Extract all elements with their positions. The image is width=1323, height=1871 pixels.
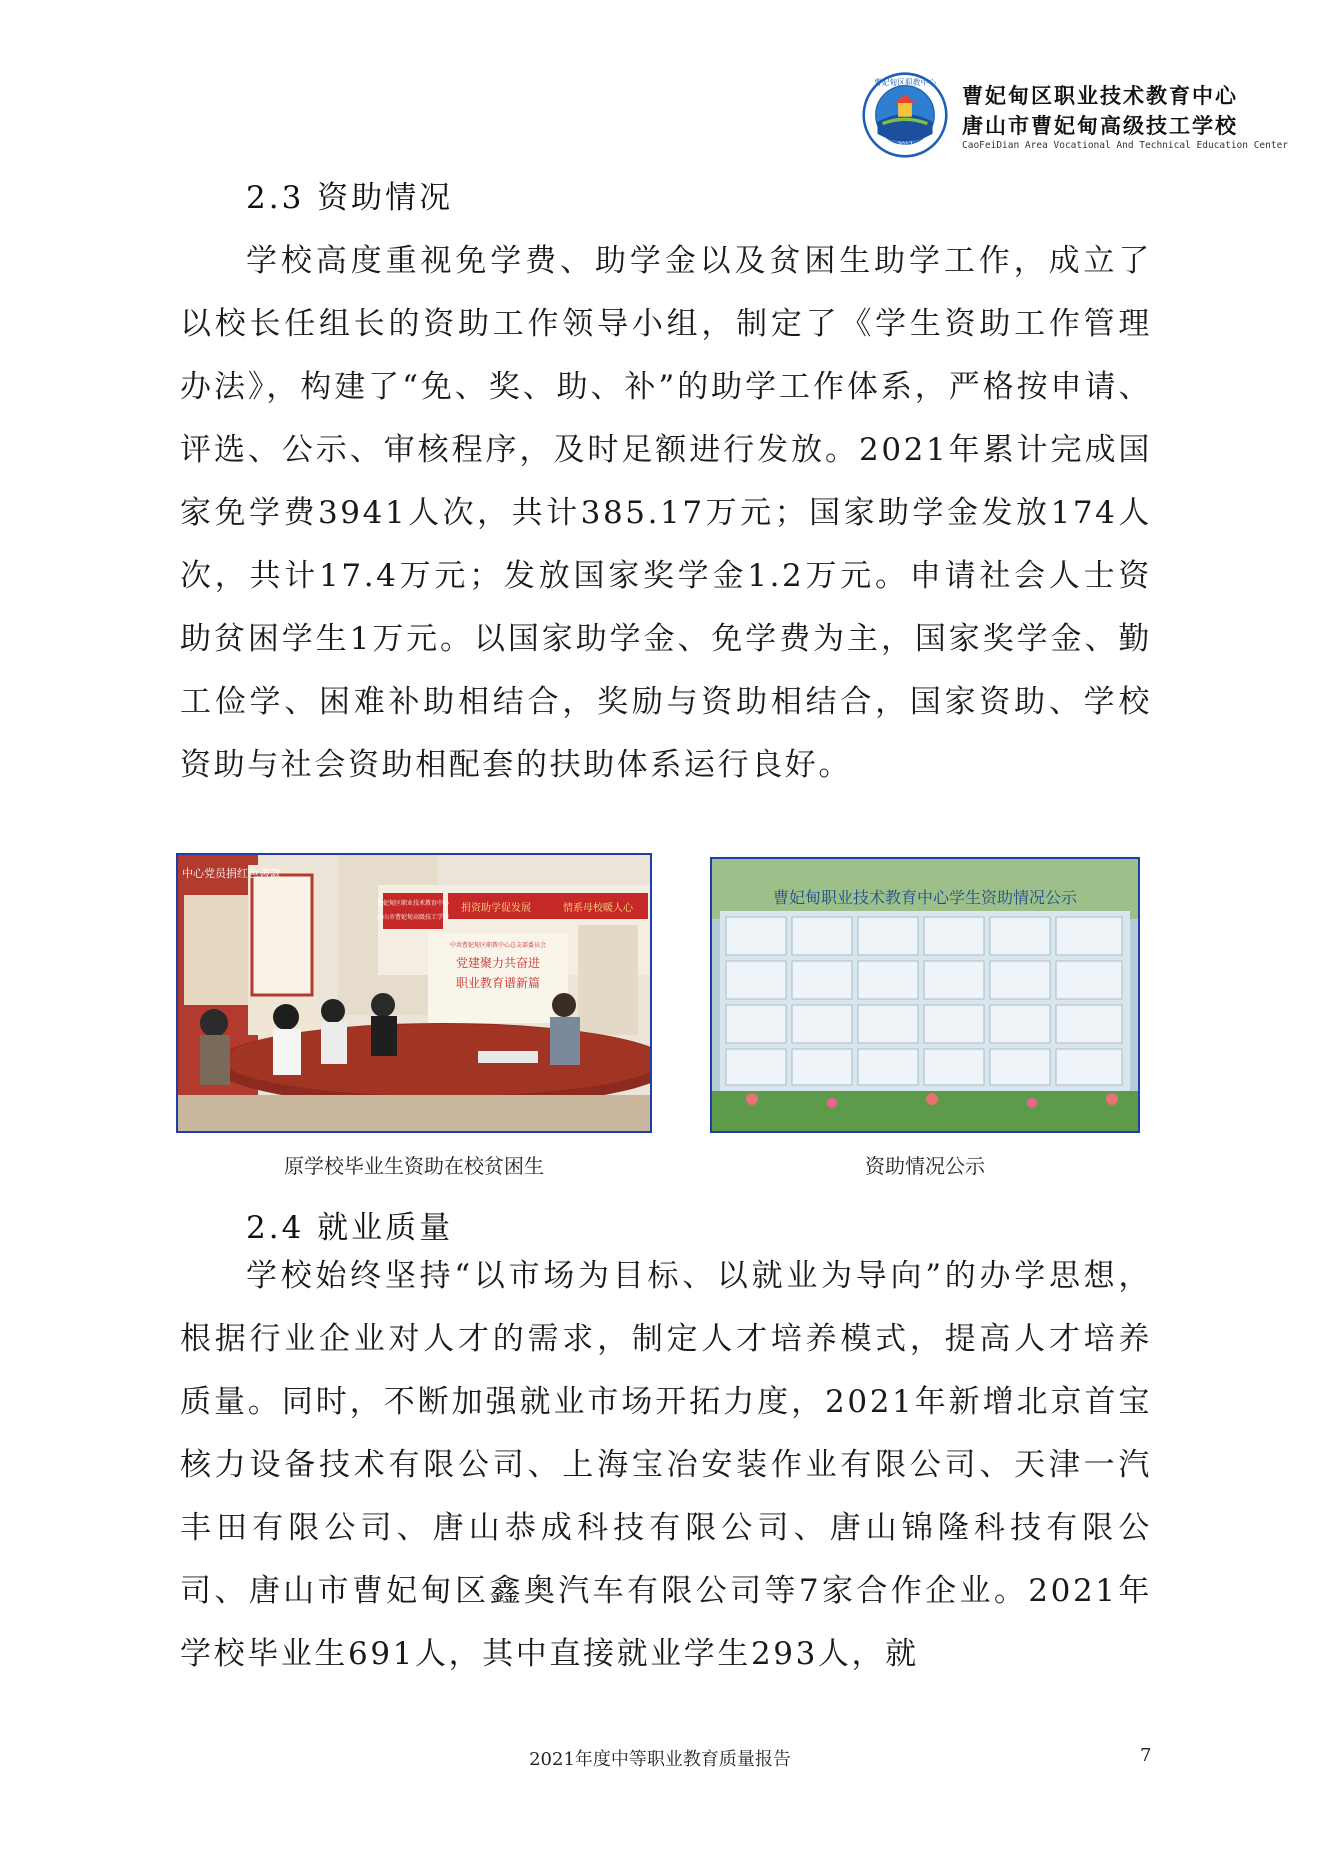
caption-graduate-donation: 原学校毕业生资助在校贫困生	[284, 1154, 544, 1178]
photo1-wall-line-1: 中共曹妃甸区职教中心总支部委员会	[449, 942, 547, 949]
footer-report-title: 2021年度中等职业教育质量报告	[529, 1749, 791, 1770]
section-heading-2-3: 2.3 资助情况	[246, 180, 454, 216]
header-title-line1: 曹妃甸区职业技术教育中心	[962, 84, 1238, 108]
section-paragraph-2-4: 学校始终坚持“以市场为目标、以就业为导向”的办学思想，根据行业企业对人才的需求，制定人才培养模式，提高人才培养质量。同时，不断加强就业市场开拓力度，2021年新增北京首宝核力设备技术有限公司、上海宝冶安装作业有限公司、天津一汽丰田有限公司、唐山恭成科技有限公司、唐山锦隆科技有限公司、唐山市曹妃甸区鑫奥汽车有限公司等7家合作企业。2021年学校毕业生691人，其中直接就业学生293人，就	[180, 1258, 1152, 1672]
photo1-banner-top-2: 唐山市曹妃甸高级技工学校	[376, 914, 450, 921]
school-logo	[862, 72, 948, 158]
photo-graduate-donation-illustration	[178, 855, 650, 1131]
photo1-banner-top-1: 曹妃甸区职业技术教育中心	[376, 900, 450, 907]
section-heading-2-4: 2.4 就业质量	[246, 1210, 454, 1246]
photo1-wall-line-3: 职业教育谱新篇	[455, 976, 541, 990]
header-title-line2: 唐山市曹妃甸高级技工学校	[962, 114, 1238, 138]
photo-graduate-donation	[176, 853, 652, 1133]
photo1-banner-left: 中心党员捐红色善款	[182, 867, 281, 880]
photo1-slogan-1: 捐资助学促发展	[461, 903, 531, 914]
caption-aid-notice: 资助情况公示	[865, 1154, 985, 1178]
photo2-board-title: 曹妃甸职业技术教育中心学生资助情况公示	[772, 888, 1078, 907]
page-header	[862, 70, 1289, 160]
logo-year: 2017	[897, 140, 913, 148]
page-number: 7	[1140, 1745, 1152, 1766]
section-paragraph-2-3: 学校高度重视免学费、助学金以及贫困生助学工作，成立了以校长任组长的资助工作领导小组，制定了《学生资助工作管理办法》，构建了“免、奖、助、补”的助学工作体系，严格按申请、评选、公示、审核程序，及时足额进行发放。2021年累计完成国家免学费3941人次，共计385.17万元；国家助学金发放174人次，共计17.4万元；发放国家奖学金1.2万元。申请社会人士资助贫困学生1万元。以国家助学金、免学费为主，国家奖学金、勤工俭学、困难补助相结合，奖励与资助相结合，国家资助、学校资助与社会资助相配套的扶助体系运行良好。	[180, 243, 1152, 783]
header-title-en: CaoFeiDian Area Vocational And Technical Education Center	[962, 140, 1289, 151]
logo-ring-text: 曹妃甸区职教中心	[874, 77, 936, 87]
photo-aid-notice-board-illustration	[712, 859, 1138, 1131]
photo-aid-notice-board	[710, 857, 1140, 1133]
photo1-wall-line-2: 党建聚力共奋进	[455, 956, 541, 970]
photo1-slogan-2: 情系母校暖人心	[563, 903, 633, 914]
